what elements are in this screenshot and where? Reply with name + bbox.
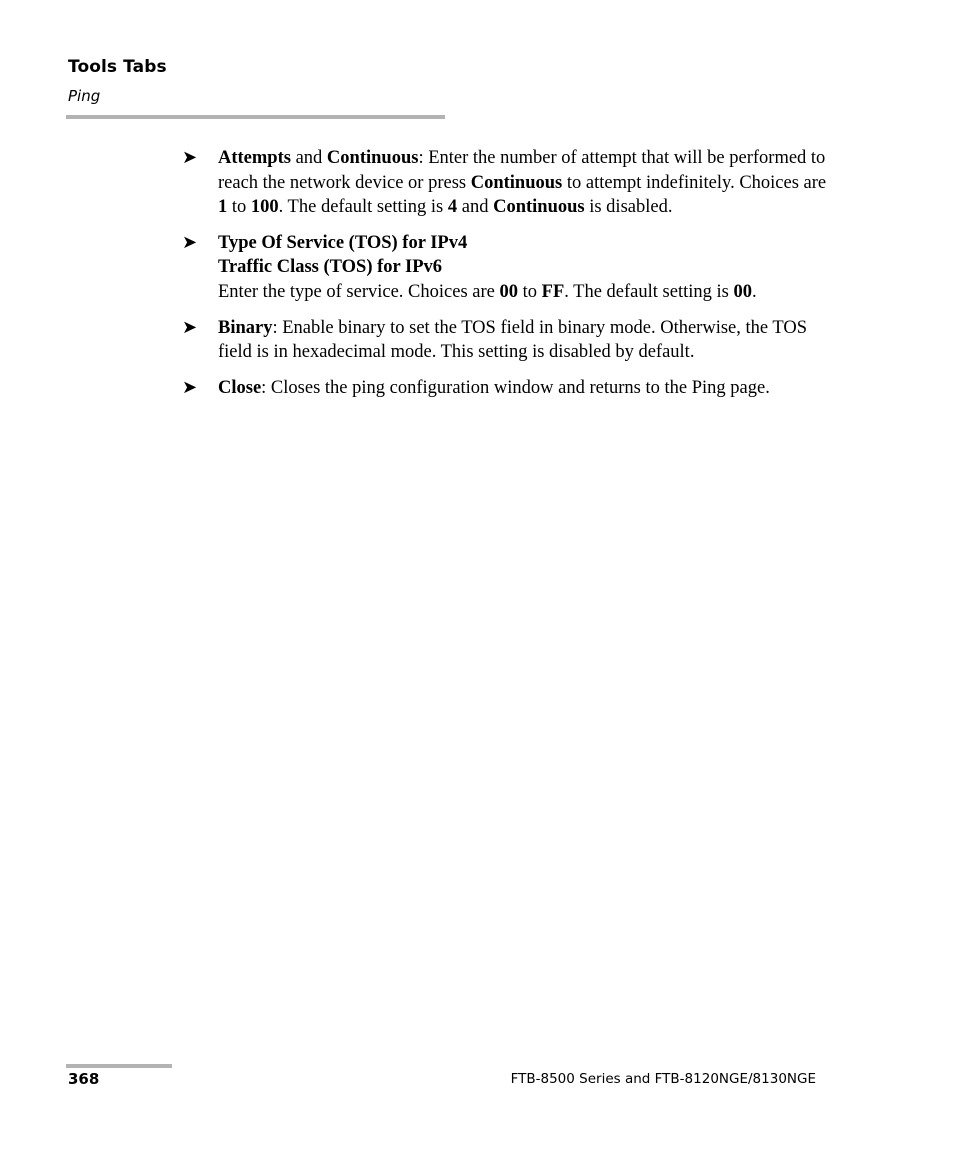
value-default: 4	[447, 197, 458, 218]
list-item-close	[182, 376, 832, 401]
term-attempts: Attempts	[218, 148, 291, 168]
arrow-bullet-icon: ➤	[182, 147, 198, 168]
term-continuous: Continuous	[326, 148, 419, 168]
term-binary: Binary	[218, 317, 273, 338]
arrow-bullet-icon: ➤	[182, 316, 198, 338]
value-min: 1	[218, 197, 228, 218]
value-default: 00	[733, 281, 752, 302]
text: : Closes the ping configuration window and returns to the Ping page.	[261, 377, 770, 398]
term-tos-ipv4: Type Of Service (TOS) for IPv4	[218, 232, 468, 253]
value-min: 00	[499, 281, 518, 302]
term-traffic-class-ipv6: Traffic Class (TOS) for IPv6	[218, 257, 443, 278]
arrow-bullet-icon: ➤	[182, 376, 198, 398]
list-item-binary	[182, 316, 832, 365]
text: and	[457, 197, 494, 218]
text: . The default setting is	[278, 197, 448, 218]
term-close: Close	[218, 377, 262, 398]
text: to attempt indefinitely. Choices are	[562, 172, 827, 193]
value-max: FF	[541, 281, 565, 302]
term-continuous: Continuous	[470, 172, 563, 193]
list-item-attempts	[182, 146, 832, 220]
section-title: Tools Tabs	[68, 57, 167, 77]
page-number: 368	[68, 1070, 100, 1088]
bullet-list	[182, 146, 832, 411]
list-item-tos	[182, 231, 832, 305]
text: to	[518, 281, 542, 302]
footer-rule	[66, 1064, 172, 1068]
subsection-title: Ping	[68, 87, 101, 105]
arrow-bullet-icon: ➤	[182, 231, 198, 253]
document-title: FTB-8500 Series and FTB-8120NGE/8130NGE	[510, 1071, 816, 1087]
text: . The default setting is	[564, 281, 734, 302]
text: : Enable binary to set the TOS field in binary mode. Otherwise, the TOS field is in hexadecimal mode. This setting is disabled by default.	[218, 317, 808, 363]
text: is disabled.	[584, 197, 673, 218]
text: : Enter the number of attempt that will be performed to reach the network device or press	[218, 148, 826, 193]
header-rule	[66, 115, 445, 119]
value-max: 100	[250, 197, 279, 218]
text: Enter the type of service. Choices are	[218, 281, 500, 302]
text: .	[751, 281, 757, 302]
text: to	[227, 197, 251, 218]
text: and	[290, 148, 327, 168]
term-continuous: Continuous	[493, 197, 585, 218]
